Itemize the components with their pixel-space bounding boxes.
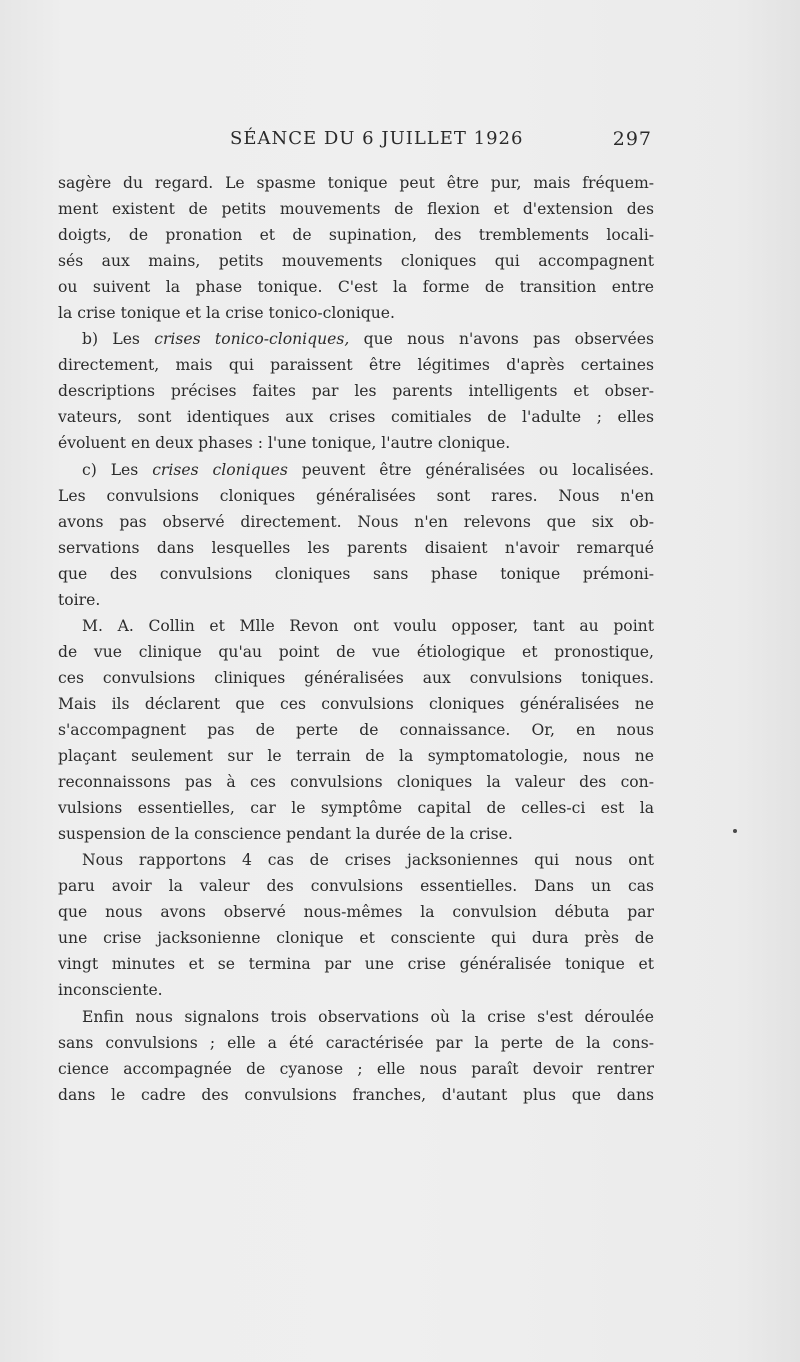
text-line: directement, mais qui paraissent être légitimes d'après certaines — [58, 356, 654, 375]
text-line: vulsions essentielles, car le symptôme capital de celles-ci est la — [58, 799, 654, 818]
text-line: Nous rapportons 4 cas de crises jacksoniennes qui nous ont — [82, 851, 654, 870]
text-line: descriptions précises faites par les parents intelligents et obser- — [58, 382, 654, 401]
running-title: SÉANCE DU 6 JUILLET 1926 — [230, 128, 524, 149]
text-line: toire. — [58, 590, 101, 609]
text-line: de vue clinique qu'au point de vue étiologique et pronostique, — [58, 642, 654, 661]
text-line: sagère du regard. Le spasme tonique peut être pur, mais fréquem- — [58, 174, 654, 192]
text-run: c) Les — [82, 460, 153, 479]
text-line: ment existent de petits mouvements de flexion et d'extension des — [58, 200, 654, 219]
page-number: 297 — [612, 128, 652, 150]
text-line: s'accompagnent pas de perte de connaissance. Or, en nous — [58, 720, 654, 739]
text-line: M. A. Collin et Mlle Revon ont voulu opposer, tant au point — [82, 616, 654, 635]
text-line: Les convulsions cloniques généralisées sont rares. Nous n'en — [58, 486, 654, 505]
text-line: vingt minutes et se termina par une crise généralisée tonique et — [58, 955, 654, 974]
text-line: que nous avons observé nous-mêmes la convulsion débuta par — [58, 903, 654, 922]
text-line: sés aux mains, petits mouvements cloniques qui accompagnent — [58, 252, 654, 271]
text-run: b) Les — [82, 330, 155, 349]
text-run: peuvent être généralisées ou localisées. — [287, 460, 654, 479]
text-line: évoluent en deux phases : l'une tonique, l'autre clonique. — [58, 434, 511, 453]
text-line: vateurs, sont identiques aux crises comitiales de l'adulte ; elles — [58, 408, 654, 427]
text-line: cience accompagnée de cyanose ; elle nous paraît devoir rentrer — [58, 1059, 654, 1078]
text-line: ces convulsions cliniques généralisées aux convulsions toniques. — [58, 668, 654, 687]
text-line: que des convulsions cloniques sans phase tonique prémoni- — [58, 564, 654, 583]
text-line: la crise tonique et la crise tonico-clonique. — [58, 304, 395, 323]
italic-term: crises tonico-cloniques, — [154, 330, 350, 349]
text-line: Mais ils déclarent que ces convulsions cloniques généralisées ne — [58, 694, 654, 713]
page-header — [58, 126, 654, 156]
text-line: ou suivent la phase tonique. C'est la forme de transition entre — [58, 278, 654, 297]
body-text — [58, 170, 654, 1108]
text-line: paru avoir la valeur des convulsions essentielles. Dans un cas — [58, 877, 654, 896]
text-line: servations dans lesquelles les parents disaient n'avoir remarqué — [58, 538, 654, 557]
text-line: dans le cadre des convulsions franches, d'autant plus que dans — [58, 1085, 654, 1104]
text-line — [58, 326, 654, 352]
text-line — [58, 457, 654, 483]
text-line: reconnaissons pas à ces convulsions cloniques la valeur des con- — [58, 773, 654, 792]
text-line: avons pas observé directement. Nous n'en relevons que six ob- — [58, 512, 654, 531]
text-line: Enfin nous signalons trois observations où la crise s'est déroulée — [82, 1007, 654, 1026]
italic-term: crises cloniques — [152, 460, 288, 479]
text-line: suspension de la conscience pendant la durée de la crise. — [58, 825, 513, 844]
text-line: plaçant seulement sur le terrain de la symptomatologie, nous ne — [58, 747, 654, 766]
text-run: que nous n'avons pas observées — [349, 330, 654, 349]
ink-speck — [733, 829, 737, 833]
text-line: une crise jacksonienne clonique et consciente qui dura près de — [58, 929, 654, 948]
text-line: inconsciente. — [58, 981, 163, 1000]
text-line: doigts, de pronation et de supination, des tremblements locali- — [58, 226, 654, 245]
text-line: sans convulsions ; elle a été caractérisée par la perte de la cons- — [58, 1033, 654, 1052]
